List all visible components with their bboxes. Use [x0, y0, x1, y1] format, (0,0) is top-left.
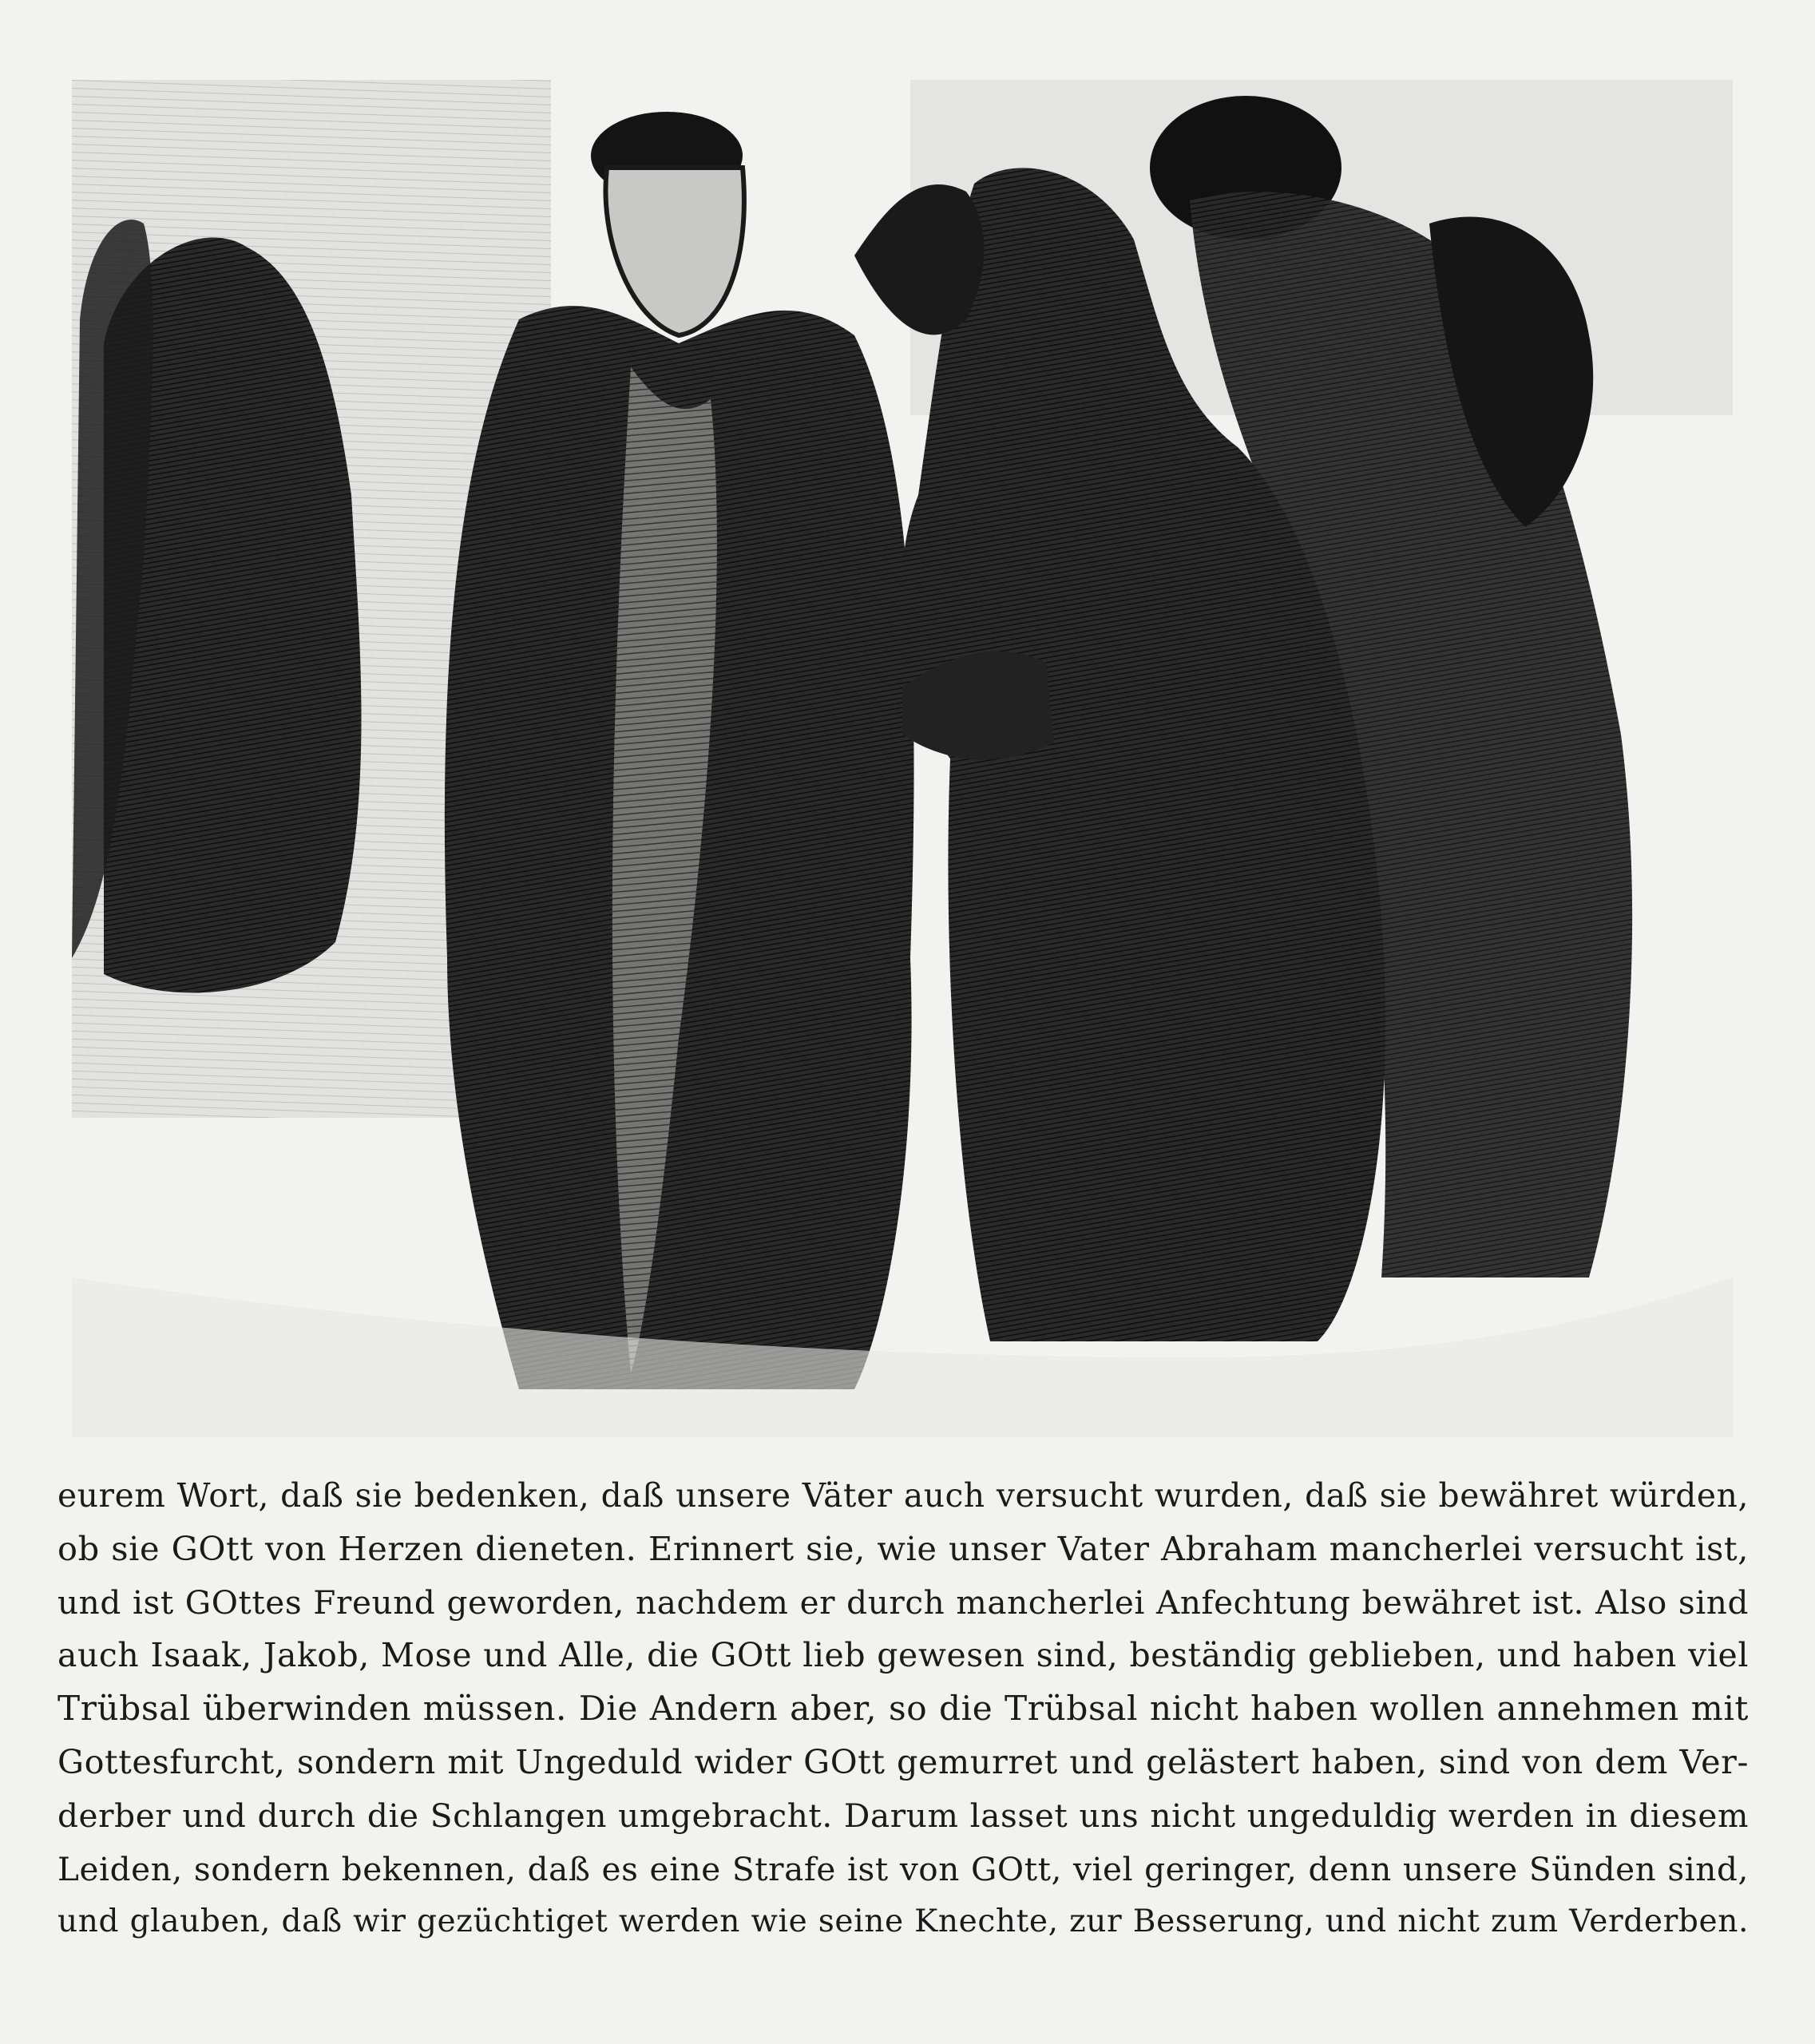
text-line: ob sie GOtt von Herzen dieneten. Erinnert sie, wie unser Vater Abraham mancherlei versucht ist, [57, 1528, 1749, 1568]
engraving-illustration [72, 80, 1733, 1437]
floor-shading [72, 1278, 1733, 1437]
text-line: eurem Wort, daß sie bedenken, daß unsere Väter auch versucht wurden, daß sie bewähret würden, [57, 1476, 1749, 1515]
text-line: auch Isaak, Jakob, Mose und Alle, die GOtt lieb gewesen sind, beständig geblieben, und haben viel [57, 1636, 1749, 1675]
text-line: Leiden, sondern bekennen, daß es eine Strafe ist von GOtt, viel geringer, denn unsere Sünden sind, [57, 1849, 1749, 1888]
text-line: derber und durch die Schlangen umgebracht. Darum lasset uns nicht ungeduldig werden in diesem [57, 1796, 1749, 1835]
raised-hand [854, 184, 985, 335]
robed-figures-engraving [72, 80, 1733, 1437]
body-text [57, 1469, 1749, 1949]
text-line: Trübsal überwinden müssen. Die Andern aber, so die Trübsal nicht haben wollen annehmen mit [57, 1689, 1749, 1729]
text-line: und glauben, daß wir gezüchtiget werden wie seine Knechte, zur Besserung, und nicht zum Verderben. [57, 1903, 1749, 1940]
central-figure-face [605, 168, 743, 335]
text-line: und ist GOttes Freund geworden, nachdem er durch mancherlei Anfechtung bewähret ist. Also sind [57, 1583, 1749, 1622]
text-line: Gottesfurcht, sondern mit Ungeduld wider GOtt gemurret und gelästert haben, sind von dem Ver- [57, 1742, 1749, 1781]
